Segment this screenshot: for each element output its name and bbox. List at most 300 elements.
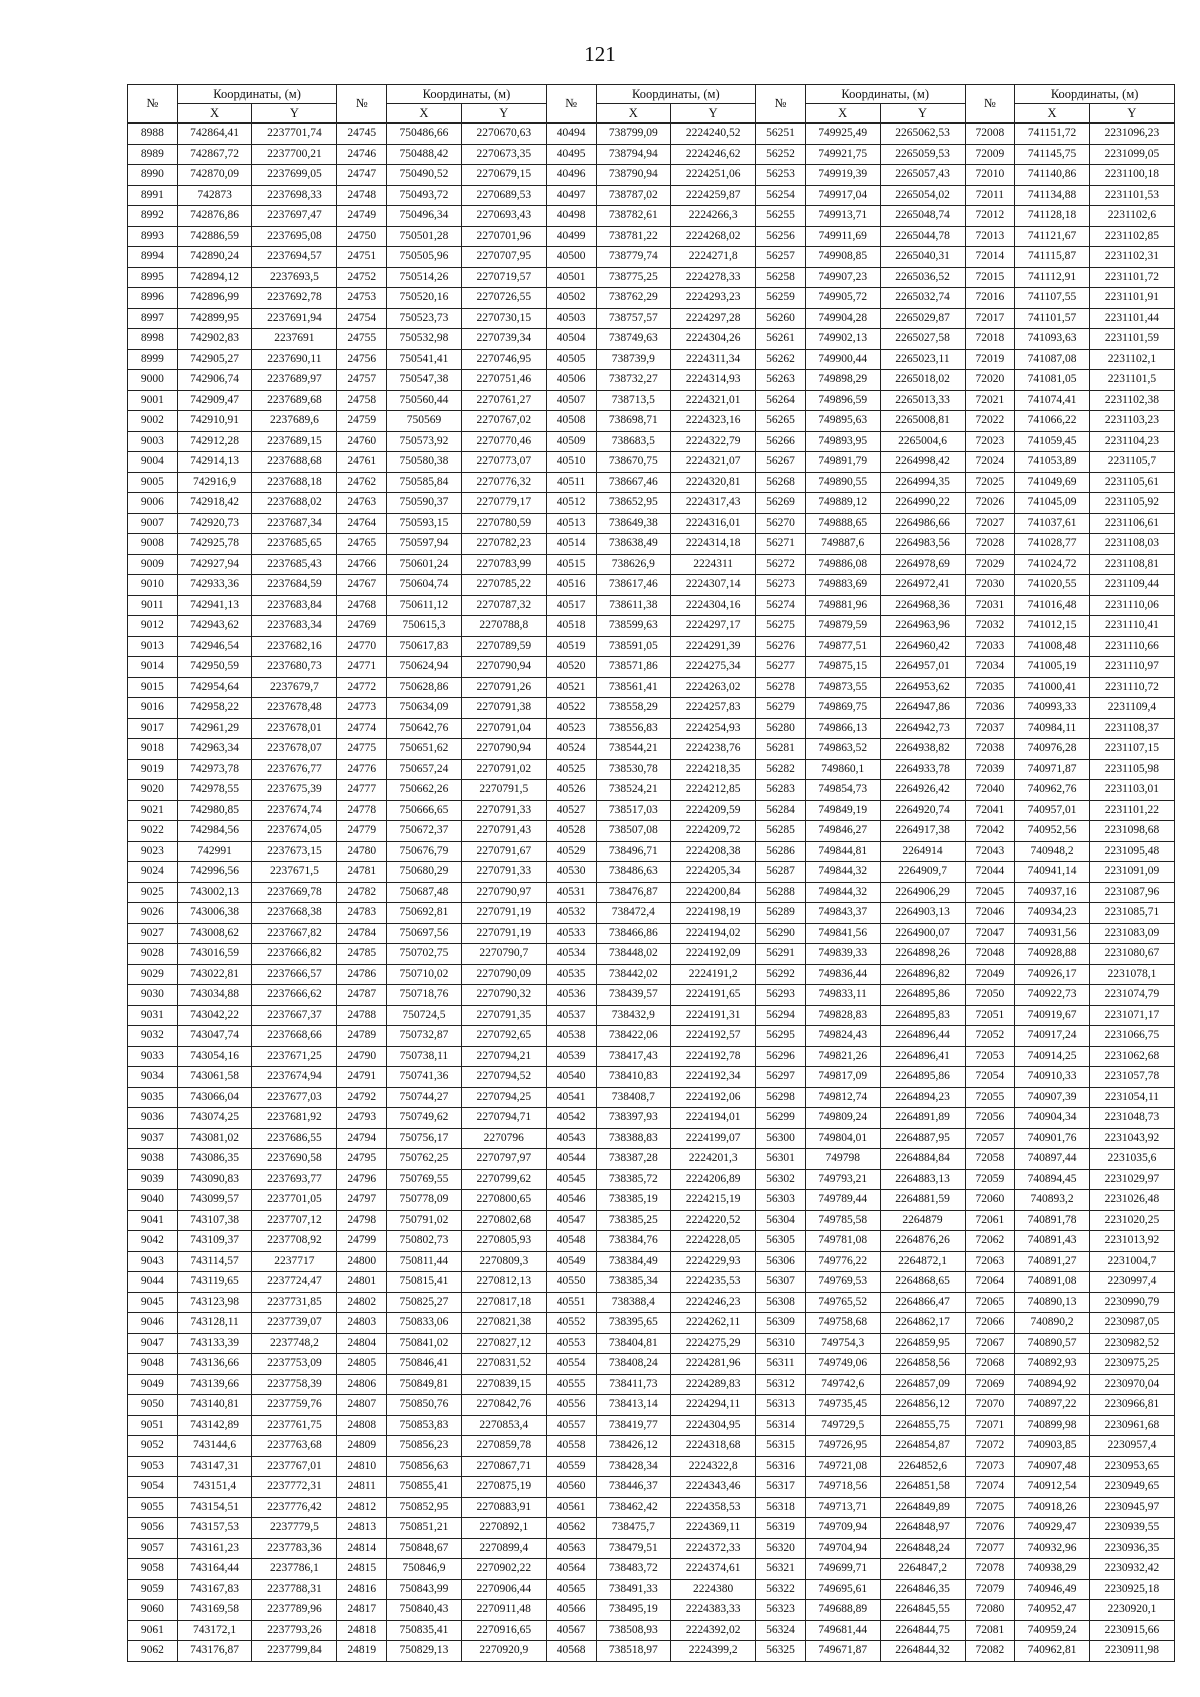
coord-y-cell: 2231105,61 [1089, 472, 1174, 493]
point-number-cell: 56297 [756, 1067, 806, 1088]
point-number-cell: 72048 [965, 944, 1015, 965]
point-number-cell: 56290 [756, 923, 806, 944]
coord-y-cell: 2237776,42 [252, 1497, 337, 1518]
coord-x-cell: 741128,18 [1015, 206, 1090, 227]
table-row [128, 1600, 1175, 1621]
coord-y-cell: 2231110,66 [1089, 636, 1174, 657]
coord-x-cell: 740903,85 [1015, 1436, 1090, 1457]
point-number-cell: 40564 [546, 1559, 596, 1580]
point-number-cell: 8992 [128, 206, 178, 227]
coord-y-cell: 2237688,18 [252, 472, 337, 493]
coord-x-cell: 749902,13 [805, 329, 880, 350]
coord-x-cell: 750841,02 [387, 1333, 462, 1354]
point-number-cell: 72009 [965, 144, 1015, 165]
point-number-cell: 56315 [756, 1436, 806, 1457]
coord-y-cell: 2231108,81 [1089, 554, 1174, 575]
coord-x-cell: 741020,55 [1015, 575, 1090, 596]
coord-y-cell: 2237691,94 [252, 308, 337, 329]
coord-x-cell: 749721,08 [805, 1456, 880, 1477]
coord-y-cell: 2237783,36 [252, 1538, 337, 1559]
coord-x-cell: 749866,13 [805, 718, 880, 739]
coord-y-cell: 2270773,07 [461, 452, 546, 473]
point-number-cell: 72062 [965, 1231, 1015, 1252]
point-number-cell: 40531 [546, 882, 596, 903]
point-number-cell: 24803 [337, 1313, 387, 1334]
coord-y-cell: 2270800,65 [461, 1190, 546, 1211]
point-number-cell: 40495 [546, 144, 596, 165]
coord-y-cell: 2270794,25 [461, 1087, 546, 1108]
coord-x-cell: 738411,73 [596, 1374, 671, 1395]
coord-y-cell: 2230997,4 [1089, 1272, 1174, 1293]
coord-x-cell: 749891,79 [805, 452, 880, 473]
point-number-cell: 24774 [337, 718, 387, 739]
point-number-cell: 56274 [756, 595, 806, 616]
point-number-cell: 40558 [546, 1436, 596, 1457]
coord-y-cell: 2231101,22 [1089, 800, 1174, 821]
point-number-cell: 56268 [756, 472, 806, 493]
point-number-cell: 56285 [756, 821, 806, 842]
coord-x-cell: 740922,73 [1015, 985, 1090, 1006]
table-row [128, 780, 1175, 801]
coord-x-cell: 749804,01 [805, 1128, 880, 1149]
coord-x-cell: 738388,4 [596, 1292, 671, 1313]
point-number-cell: 24791 [337, 1067, 387, 1088]
coord-y-cell: 2264895,83 [880, 1005, 965, 1026]
coord-y-cell: 2231062,68 [1089, 1046, 1174, 1067]
point-number-cell: 9021 [128, 800, 178, 821]
point-number-cell: 72010 [965, 165, 1015, 186]
point-number-cell: 56270 [756, 513, 806, 534]
point-number-cell: 40523 [546, 718, 596, 739]
coord-y-cell: 2270805,93 [461, 1231, 546, 1252]
coord-y-cell: 2224291,39 [671, 636, 756, 657]
coord-x-cell: 738558,29 [596, 698, 671, 719]
coord-y-cell: 2237668,38 [252, 903, 337, 924]
coord-x-cell: 742873 [177, 185, 252, 206]
coord-x-cell: 738518,97 [596, 1641, 671, 1662]
point-number-cell: 72065 [965, 1292, 1015, 1313]
point-number-cell: 8997 [128, 308, 178, 329]
point-number-cell: 72050 [965, 985, 1015, 1006]
point-number-cell: 24761 [337, 452, 387, 473]
coord-x-cell: 743074,25 [177, 1108, 252, 1129]
coord-x-cell: 750692,81 [387, 903, 462, 924]
point-number-cell: 9030 [128, 985, 178, 1006]
point-number-cell: 24815 [337, 1559, 387, 1580]
coord-y-cell: 2230953,65 [1089, 1456, 1174, 1477]
point-number-cell: 9007 [128, 513, 178, 534]
coord-x-cell: 750597,94 [387, 534, 462, 555]
point-number-cell: 56302 [756, 1169, 806, 1190]
coord-x-cell: 750738,11 [387, 1046, 462, 1067]
coord-x-cell: 750848,67 [387, 1538, 462, 1559]
point-number-cell: 72032 [965, 616, 1015, 637]
coord-y-cell: 2264855,75 [880, 1415, 965, 1436]
point-number-cell: 9044 [128, 1272, 178, 1293]
point-number-cell: 40500 [546, 247, 596, 268]
point-number-cell: 9040 [128, 1190, 178, 1211]
point-number-cell: 72036 [965, 698, 1015, 719]
coord-y-cell: 2264938,82 [880, 739, 965, 760]
coord-y-cell: 2264891,89 [880, 1108, 965, 1129]
coord-y-cell: 2230970,04 [1089, 1374, 1174, 1395]
point-number-cell: 56258 [756, 267, 806, 288]
coord-x-cell: 743090,83 [177, 1169, 252, 1190]
coord-x-cell: 750762,25 [387, 1149, 462, 1170]
coord-y-cell: 2237680,73 [252, 657, 337, 678]
point-number-cell: 72028 [965, 534, 1015, 555]
coord-y-cell: 2270790,94 [461, 657, 546, 678]
point-number-cell: 56286 [756, 841, 806, 862]
coord-x-cell: 740959,24 [1015, 1620, 1090, 1641]
point-number-cell: 24769 [337, 616, 387, 637]
coord-x-cell: 743006,38 [177, 903, 252, 924]
table-row [128, 1108, 1175, 1129]
coord-y-cell: 2237674,94 [252, 1067, 337, 1088]
coord-y-cell: 2237693,77 [252, 1169, 337, 1190]
coord-y-cell: 2270802,68 [461, 1210, 546, 1231]
coord-y-cell: 2230975,25 [1089, 1354, 1174, 1375]
coord-x-cell: 738517,03 [596, 800, 671, 821]
coord-x-cell: 749844,32 [805, 882, 880, 903]
coord-y-cell: 2224215,19 [671, 1190, 756, 1211]
coord-x-cell: 738781,22 [596, 226, 671, 247]
coord-x-cell: 738713,5 [596, 390, 671, 411]
coord-x-cell: 749688,89 [805, 1600, 880, 1621]
point-number-cell: 56323 [756, 1600, 806, 1621]
coord-y-cell: 2264847,2 [880, 1559, 965, 1580]
coord-x-cell: 742876,86 [177, 206, 252, 227]
coord-y-cell: 2224257,83 [671, 698, 756, 719]
coord-x-cell: 749742,6 [805, 1374, 880, 1395]
coord-y-cell: 2224206,89 [671, 1169, 756, 1190]
coord-y-cell: 2264968,36 [880, 595, 965, 616]
coord-y-cell: 2237700,21 [252, 144, 337, 165]
coord-x-cell: 738428,34 [596, 1456, 671, 1477]
coord-x-cell: 750569 [387, 411, 462, 432]
coord-x-cell: 738757,57 [596, 308, 671, 329]
coord-x-cell: 742946,54 [177, 636, 252, 657]
coord-x-cell: 743144,6 [177, 1436, 252, 1457]
coord-x-cell: 750520,16 [387, 288, 462, 309]
point-number-cell: 40565 [546, 1579, 596, 1600]
point-number-cell: 40539 [546, 1046, 596, 1067]
table-row [128, 1374, 1175, 1395]
coord-x-cell: 749907,23 [805, 267, 880, 288]
table-row [128, 123, 1175, 144]
coord-y-cell: 2231101,44 [1089, 308, 1174, 329]
coord-y-cell: 2224380 [671, 1579, 756, 1600]
coord-x-cell: 740893,2 [1015, 1190, 1090, 1211]
coord-y-cell: 2264994,35 [880, 472, 965, 493]
coord-y-cell: 2264978,69 [880, 554, 965, 575]
coord-x-cell: 741134,88 [1015, 185, 1090, 206]
point-number-cell: 24795 [337, 1149, 387, 1170]
coord-x-cell: 743114,57 [177, 1251, 252, 1272]
point-number-cell: 40524 [546, 739, 596, 760]
header-y: Y [671, 104, 756, 124]
point-number-cell: 72012 [965, 206, 1015, 227]
coord-x-cell: 742870,09 [177, 165, 252, 186]
coord-x-cell: 749917,04 [805, 185, 880, 206]
coord-x-cell: 741045,09 [1015, 493, 1090, 514]
coord-x-cell: 738794,94 [596, 144, 671, 165]
point-number-cell: 24800 [337, 1251, 387, 1272]
coord-x-cell: 738410,83 [596, 1067, 671, 1088]
point-number-cell: 40532 [546, 903, 596, 924]
header-x: X [1015, 104, 1090, 124]
coord-y-cell: 2224297,28 [671, 308, 756, 329]
point-number-cell: 9002 [128, 411, 178, 432]
coord-x-cell: 749836,44 [805, 964, 880, 985]
coord-y-cell: 2264852,6 [880, 1456, 965, 1477]
point-number-cell: 40506 [546, 370, 596, 391]
coord-y-cell: 2224199,07 [671, 1128, 756, 1149]
coord-y-cell: 2224229,93 [671, 1251, 756, 1272]
point-number-cell: 72063 [965, 1251, 1015, 1272]
coord-x-cell: 738384,76 [596, 1231, 671, 1252]
coord-x-cell: 738479,51 [596, 1538, 671, 1559]
coord-x-cell: 740897,44 [1015, 1149, 1090, 1170]
coord-y-cell: 2270791,26 [461, 677, 546, 698]
coord-x-cell: 740976,28 [1015, 739, 1090, 760]
point-number-cell: 40568 [546, 1641, 596, 1662]
point-number-cell: 9004 [128, 452, 178, 473]
point-number-cell: 24786 [337, 964, 387, 985]
coord-x-cell: 741101,57 [1015, 308, 1090, 329]
header-x: X [177, 104, 252, 124]
coord-y-cell: 2265036,52 [880, 267, 965, 288]
coord-y-cell: 2230966,81 [1089, 1395, 1174, 1416]
coord-x-cell: 750850,76 [387, 1395, 462, 1416]
point-number-cell: 40542 [546, 1108, 596, 1129]
coord-x-cell: 750791,02 [387, 1210, 462, 1231]
point-number-cell: 9039 [128, 1169, 178, 1190]
coord-y-cell: 2264953,62 [880, 677, 965, 698]
coord-y-cell: 2224314,18 [671, 534, 756, 555]
coord-x-cell: 750585,84 [387, 472, 462, 493]
coord-x-cell: 738408,7 [596, 1087, 671, 1108]
point-number-cell: 56283 [756, 780, 806, 801]
coord-x-cell: 738385,19 [596, 1190, 671, 1211]
coord-y-cell: 2224311 [671, 554, 756, 575]
coord-x-cell: 749828,83 [805, 1005, 880, 1026]
coord-x-cell: 750672,37 [387, 821, 462, 842]
coord-y-cell: 2224294,11 [671, 1395, 756, 1416]
coord-y-cell: 2231105,7 [1089, 452, 1174, 473]
point-number-cell: 24797 [337, 1190, 387, 1211]
coord-y-cell: 2237686,55 [252, 1128, 337, 1149]
point-number-cell: 56318 [756, 1497, 806, 1518]
point-number-cell: 56260 [756, 308, 806, 329]
point-number-cell: 72082 [965, 1641, 1015, 1662]
coord-y-cell: 2237683,84 [252, 595, 337, 616]
point-number-cell: 72070 [965, 1395, 1015, 1416]
coord-y-cell: 2231098,68 [1089, 821, 1174, 842]
coord-x-cell: 741066,22 [1015, 411, 1090, 432]
point-number-cell: 72049 [965, 964, 1015, 985]
point-number-cell: 24752 [337, 267, 387, 288]
coord-y-cell: 2224266,3 [671, 206, 756, 227]
coord-y-cell: 2264854,87 [880, 1436, 965, 1457]
coord-y-cell: 2231095,48 [1089, 841, 1174, 862]
point-number-cell: 8989 [128, 144, 178, 165]
point-number-cell: 56319 [756, 1518, 806, 1539]
point-number-cell: 56259 [756, 288, 806, 309]
coord-y-cell: 2231110,06 [1089, 595, 1174, 616]
coord-y-cell: 2237759,76 [252, 1395, 337, 1416]
coord-y-cell: 2270791,38 [461, 698, 546, 719]
coord-x-cell: 740928,88 [1015, 944, 1090, 965]
coord-x-cell: 742950,59 [177, 657, 252, 678]
coord-y-cell: 2270875,19 [461, 1477, 546, 1498]
point-number-cell: 24794 [337, 1128, 387, 1149]
coord-y-cell: 2270791,19 [461, 923, 546, 944]
coord-y-cell: 2224194,01 [671, 1108, 756, 1129]
point-number-cell: 24780 [337, 841, 387, 862]
coord-y-cell: 2264998,42 [880, 452, 965, 473]
point-number-cell: 24749 [337, 206, 387, 227]
point-number-cell: 24755 [337, 329, 387, 350]
point-number-cell: 72026 [965, 493, 1015, 514]
coord-x-cell: 738446,37 [596, 1477, 671, 1498]
point-number-cell: 56316 [756, 1456, 806, 1477]
coord-y-cell: 2237717 [252, 1251, 337, 1272]
point-number-cell: 8999 [128, 349, 178, 370]
coord-x-cell: 749749,06 [805, 1354, 880, 1375]
table-row [128, 534, 1175, 555]
point-number-cell: 72034 [965, 657, 1015, 678]
coord-y-cell: 2270790,32 [461, 985, 546, 1006]
table-row [128, 1559, 1175, 1580]
coord-x-cell: 749844,32 [805, 862, 880, 883]
coord-y-cell: 2224314,93 [671, 370, 756, 391]
coord-x-cell: 740890,57 [1015, 1333, 1090, 1354]
coord-x-cell: 738670,75 [596, 452, 671, 473]
point-number-cell: 24798 [337, 1210, 387, 1231]
table-row [128, 1477, 1175, 1498]
point-number-cell: 56277 [756, 657, 806, 678]
point-number-cell: 40526 [546, 780, 596, 801]
coord-y-cell: 2264848,24 [880, 1538, 965, 1559]
table-row [128, 554, 1175, 575]
point-number-cell: 72074 [965, 1477, 1015, 1498]
table-row [128, 349, 1175, 370]
coord-x-cell: 742914,13 [177, 452, 252, 473]
point-number-cell: 72052 [965, 1026, 1015, 1047]
coord-x-cell: 749900,44 [805, 349, 880, 370]
point-number-cell: 72073 [965, 1456, 1015, 1477]
coord-y-cell: 2264872,1 [880, 1251, 965, 1272]
coord-y-cell: 2231035,6 [1089, 1149, 1174, 1170]
point-number-cell: 24751 [337, 247, 387, 268]
coord-x-cell: 743142,89 [177, 1415, 252, 1436]
coord-y-cell: 2264898,26 [880, 944, 965, 965]
coord-x-cell: 750741,36 [387, 1067, 462, 1088]
point-number-cell: 56314 [756, 1415, 806, 1436]
coord-y-cell: 2264844,32 [880, 1641, 965, 1662]
coord-x-cell: 738667,46 [596, 472, 671, 493]
coord-y-cell: 2270867,71 [461, 1456, 546, 1477]
coord-y-cell: 2270791,67 [461, 841, 546, 862]
coord-x-cell: 743151,4 [177, 1477, 252, 1498]
coord-x-cell: 738413,14 [596, 1395, 671, 1416]
coord-x-cell: 750843,99 [387, 1579, 462, 1600]
point-number-cell: 40540 [546, 1067, 596, 1088]
coord-y-cell: 2224289,83 [671, 1374, 756, 1395]
point-number-cell: 40504 [546, 329, 596, 350]
point-number-cell: 56281 [756, 739, 806, 760]
coord-x-cell: 743167,83 [177, 1579, 252, 1600]
table-body [128, 123, 1175, 1661]
point-number-cell: 9042 [128, 1231, 178, 1252]
point-number-cell: 24778 [337, 800, 387, 821]
coord-x-cell: 749896,59 [805, 390, 880, 411]
coord-y-cell: 2237689,68 [252, 390, 337, 411]
coord-x-cell: 749709,94 [805, 1518, 880, 1539]
coord-y-cell: 2264894,23 [880, 1087, 965, 1108]
coord-x-cell: 742925,78 [177, 534, 252, 555]
point-number-cell: 9047 [128, 1333, 178, 1354]
coord-x-cell: 738507,08 [596, 821, 671, 842]
coord-y-cell: 2264858,56 [880, 1354, 965, 1375]
table-row [128, 903, 1175, 924]
table-row [128, 1518, 1175, 1539]
coord-x-cell: 750825,27 [387, 1292, 462, 1313]
point-number-cell: 56301 [756, 1149, 806, 1170]
point-number-cell: 56279 [756, 698, 806, 719]
coord-y-cell: 2270920,9 [461, 1641, 546, 1662]
point-number-cell: 24783 [337, 903, 387, 924]
point-number-cell: 56255 [756, 206, 806, 227]
table-row [128, 1046, 1175, 1067]
coord-y-cell: 2270821,38 [461, 1313, 546, 1334]
coord-x-cell: 750615,3 [387, 616, 462, 637]
coord-y-cell: 2231066,75 [1089, 1026, 1174, 1047]
point-number-cell: 56284 [756, 800, 806, 821]
coord-y-cell: 2237687,34 [252, 513, 337, 534]
coord-y-cell: 2237685,65 [252, 534, 337, 555]
coord-y-cell: 2224246,23 [671, 1292, 756, 1313]
coord-y-cell: 2231091,09 [1089, 862, 1174, 883]
coord-x-cell: 749919,39 [805, 165, 880, 186]
coord-y-cell: 2231110,72 [1089, 677, 1174, 698]
coord-x-cell: 738739,9 [596, 349, 671, 370]
coord-x-cell: 738626,9 [596, 554, 671, 575]
point-number-cell: 9024 [128, 862, 178, 883]
coord-x-cell: 750769,55 [387, 1169, 462, 1190]
table-row [128, 1354, 1175, 1375]
coord-x-cell: 750853,83 [387, 1415, 462, 1436]
coord-y-cell: 2237668,66 [252, 1026, 337, 1047]
point-number-cell: 24759 [337, 411, 387, 432]
coord-y-cell: 2231109,44 [1089, 575, 1174, 596]
coord-x-cell: 741037,61 [1015, 513, 1090, 534]
point-number-cell: 56308 [756, 1292, 806, 1313]
coord-y-cell: 2231102,38 [1089, 390, 1174, 411]
point-number-cell: 40499 [546, 226, 596, 247]
table-row [128, 862, 1175, 883]
point-number-cell: 72024 [965, 452, 1015, 473]
coordinates-table [127, 84, 1175, 1662]
point-number-cell: 56313 [756, 1395, 806, 1416]
coord-y-cell: 2224191,65 [671, 985, 756, 1006]
table-row [128, 657, 1175, 678]
table-row [128, 616, 1175, 637]
coord-x-cell: 742920,73 [177, 513, 252, 534]
coord-x-cell: 750829,13 [387, 1641, 462, 1662]
coord-x-cell: 749718,56 [805, 1477, 880, 1498]
